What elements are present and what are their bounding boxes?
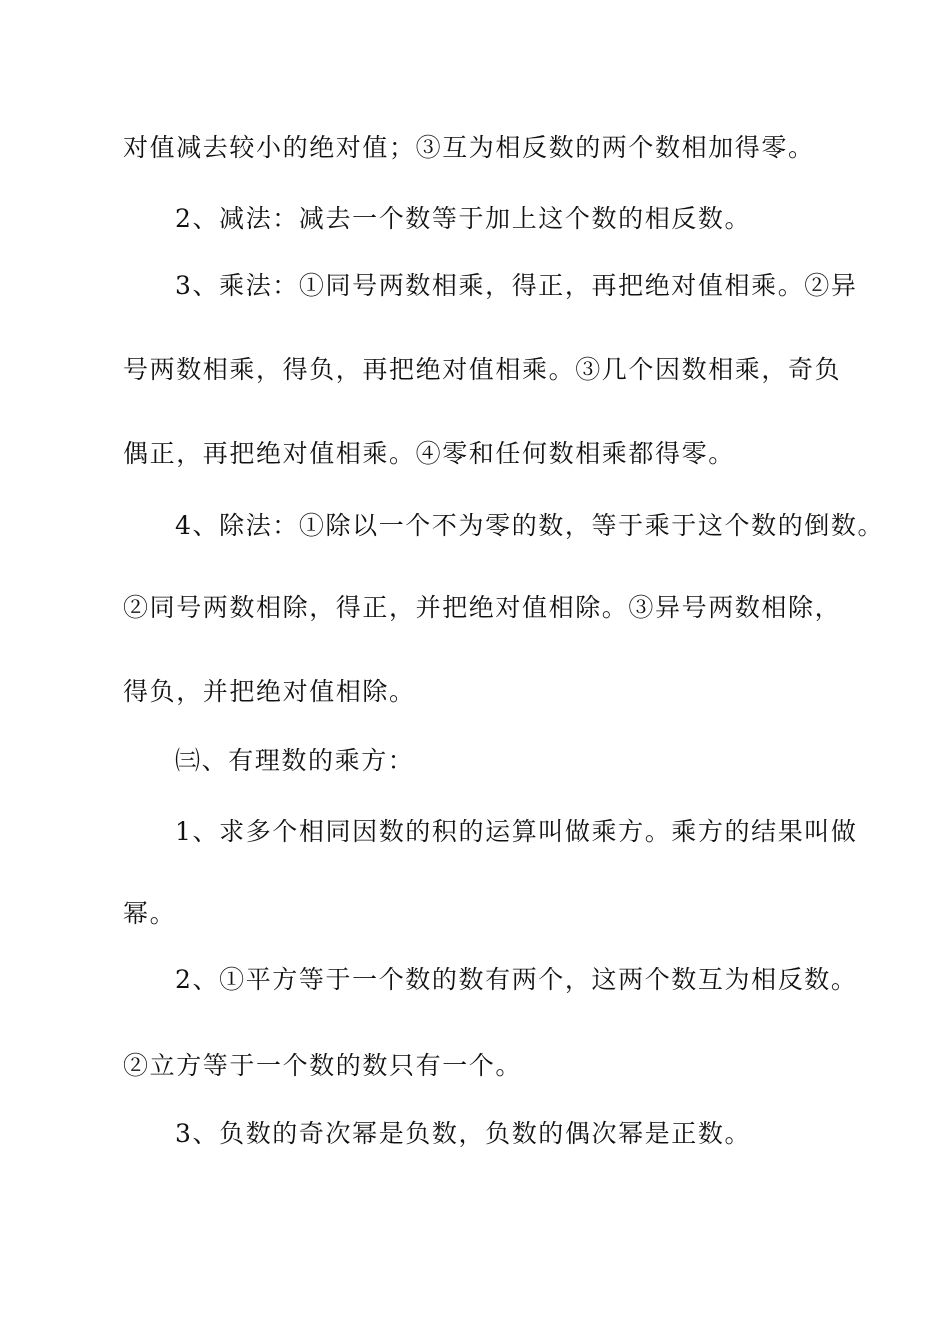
text-line: 3、乘法：①同号两数相乘，得正，再把绝对值相乘。②异 [175, 271, 858, 300]
text-line: ②同号两数相除，得正，并把绝对值相除。③异号两数相除， [123, 593, 842, 622]
text-line: 偶正，再把绝对值相乘。④零和任何数相乘都得零。 [123, 439, 735, 468]
text-line: 对值减去较小的绝对值；③互为相反数的两个数相加得零。 [123, 133, 815, 162]
text-line: 号两数相乘，得负，再把绝对值相乘。③几个因数相乘，奇负 [123, 355, 842, 384]
section-heading: ㈢、有理数的乘方： [175, 746, 415, 775]
text-line: 2、①平方等于一个数的数有两个，这两个数互为相反数。 [175, 965, 858, 994]
text-line: ②立方等于一个数的数只有一个。 [123, 1051, 523, 1080]
text-line: 4、除法：①除以一个不为零的数，等于乘于这个数的倒数。 [175, 511, 885, 540]
text-line: 幂。 [123, 899, 177, 928]
text-line: 2、减法：减去一个数等于加上这个数的相反数。 [175, 204, 752, 233]
text-line: 1、求多个相同因数的积的运算叫做乘方。乘方的结果叫做 [175, 817, 858, 846]
text-line: 得负，并把绝对值相除。 [123, 677, 416, 706]
text-line: 3、负数的奇次幂是负数，负数的偶次幂是正数。 [175, 1119, 752, 1148]
